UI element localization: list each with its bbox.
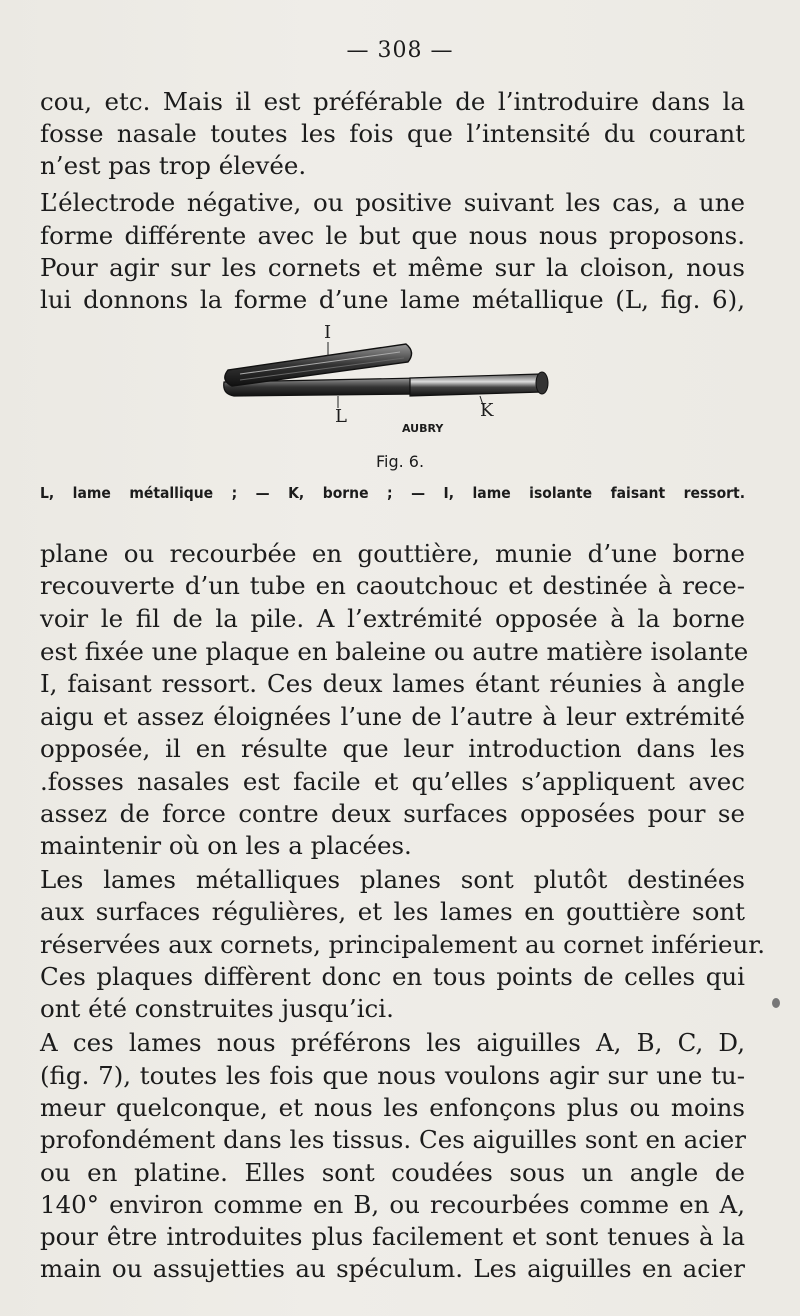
text-line: main ou assujetties au spéculum. Les aiguilles en acier	[40, 1254, 745, 1283]
maker-mark: AUBRY	[402, 422, 444, 435]
label-I: I	[324, 322, 332, 343]
text-line: meur quelconque, et nous les enfonçons plus ou moins	[40, 1093, 745, 1122]
text-line: recouverte d’un tube en caoutchouc et destinée à rece-	[40, 571, 745, 600]
text-line: plane ou recourbée en gouttière, munie d’une borne	[40, 539, 745, 568]
text-line: A ces lames nous préférons les aiguilles A, B, C, D,	[40, 1028, 745, 1057]
figure-title: Fig. 6.	[375, 452, 425, 471]
text-line: voir le fil de la pile. A l’extrémité opposée à la borne	[40, 604, 745, 633]
text-line: assez de force contre deux surfaces opposées pour se	[40, 799, 745, 828]
text-line: Ces plaques diffèrent donc en tous points de celles qui	[40, 962, 745, 991]
ink-spot	[772, 998, 780, 1008]
text-line: n’est pas trop élevée.	[40, 151, 307, 180]
text-line: 140° environ comme en B, ou recourbées comme en A,	[40, 1190, 745, 1219]
label-K: K	[480, 400, 494, 421]
text-line: ou en platine. Elles sont coudées sous un angle de	[40, 1158, 745, 1187]
text-line: lui donnons la forme d’une lame métallique (L, fig. 6),	[40, 285, 745, 314]
text-line: profondément dans les tissus. Ces aiguilles sont en acier	[40, 1125, 747, 1154]
text-line: ont été construites jusqu’ici.	[40, 994, 394, 1023]
text-line: aigu et assez éloignées l’une de l’autre à leur extrémité	[40, 702, 745, 731]
figure-caption: L, lame métallique ; — K, borne ; — I, lame isolante faisant ressort.	[40, 484, 745, 502]
electrode-illustration	[210, 330, 570, 450]
text-line: pour être introduites plus facilement et sont tenues à la	[40, 1222, 745, 1251]
text-line: Les lames métalliques planes sont plutôt destinées	[40, 865, 745, 894]
text-line: (fig. 7), toutes les fois que nous voulons agir sur une tu-	[40, 1061, 745, 1090]
text-line: aux surfaces régulières, et les lames en gouttière sont	[40, 897, 745, 926]
text-line: Pour agir sur les cornets et même sur la cloison, nous	[40, 253, 745, 282]
text-line: fosse nasale toutes les fois que l’intensité du courant	[40, 119, 745, 148]
text-line: réservées aux cornets, principalement au cornet inférieur.	[40, 930, 766, 959]
text-line: I, faisant ressort. Ces deux lames étant réunies à angle	[40, 669, 745, 698]
text-line: cou, etc. Mais il est préférable de l’introduire dans la	[40, 87, 745, 116]
text-line: forme différente avec le but que nous nous proposons.	[40, 221, 745, 250]
figure-electrode	[210, 322, 570, 450]
text-line: .fosses nasales est facile et qu’elles s’appliquent avec	[40, 767, 745, 796]
label-L: L	[335, 406, 347, 427]
text-line: est fixée une plaque en baleine ou autre matière isolante	[40, 637, 749, 666]
text-line: maintenir où on les a placées.	[40, 831, 412, 860]
page-number: — 308 —	[346, 38, 454, 63]
text-line: opposée, il en résulte que leur introduction dans les	[40, 734, 745, 763]
text-line: L’électrode négative, ou positive suivant les cas, a une	[40, 188, 745, 217]
